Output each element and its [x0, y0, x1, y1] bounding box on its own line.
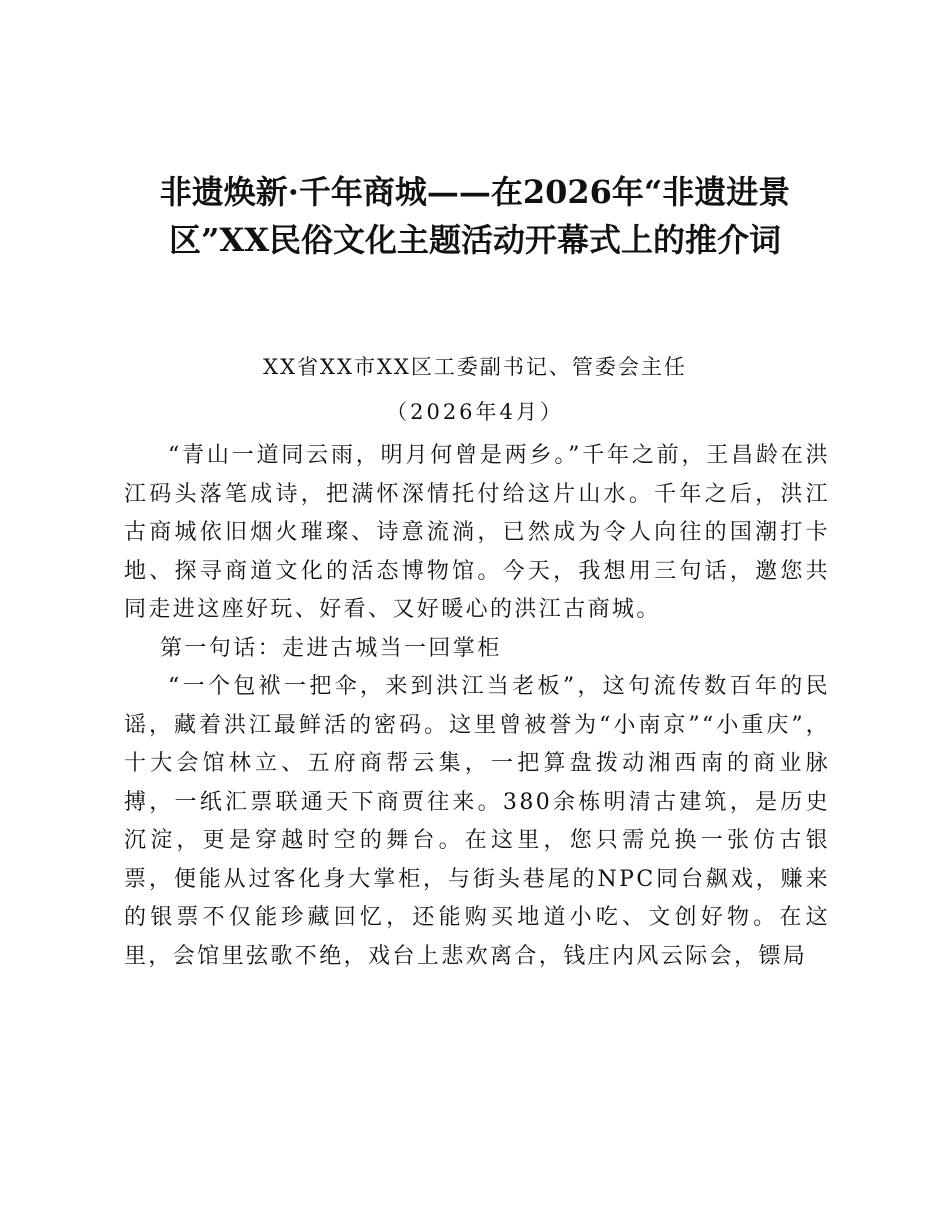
title-line-2: 区”XX民俗文化主题活动开幕式上的推介词 — [168, 221, 782, 259]
paragraph-intro: “青山一道同云雨，明月何曾是两乡。”千年之前，王昌龄在洪江码头落笔成诗，把满怀深情托付给这片山水。千年之后，洪江古商城依旧烟火璀璨、诗意流淌，已然成为令人向往的国潮打卡地、探寻商道文化的活态博物馆。今天，我想用三句话，邀您共同走进这座好玩、好看、又好暖心的洪江古商城。 — [124, 443, 830, 622]
title-line-1: 非遗焕新·千年商城——在2026年“非遗进景 — [159, 173, 791, 211]
date-line: （2026年4月） — [386, 400, 564, 424]
section-heading: 第一句话：走进古城当一回掌柜 — [160, 635, 502, 661]
document-title — [110, 168, 840, 264]
document-body — [124, 437, 830, 976]
paragraph-section1: “一个包袱一把伞，来到洪江当老板”，这句流传数百年的民谣，藏着洪江最鲜活的密码。这里曾被誉为“小南京”“小重庆”，十大会馆林立、五府商帮云集，一把算盘拨动湘西南的商业脉搏，一纸汇票联通天下商贾往来。380余栋明清古建筑，是历史沉淀，更是穿越时空的舞台。在这里，您只需兑换一张仿古银票，便能从过客化身大掌柜，与街头巷尾的NPC同台飙戏，赚来的银票不仅能珍藏回忆，还能购买地道小吃、文创好物。在这里，会馆里弦歌不绝，戏台上悲欢离合，钱庄内风云际会，镖局 — [124, 674, 830, 969]
author-line: XX省XX市XX区工委副书记、管委会主任 — [263, 355, 687, 379]
